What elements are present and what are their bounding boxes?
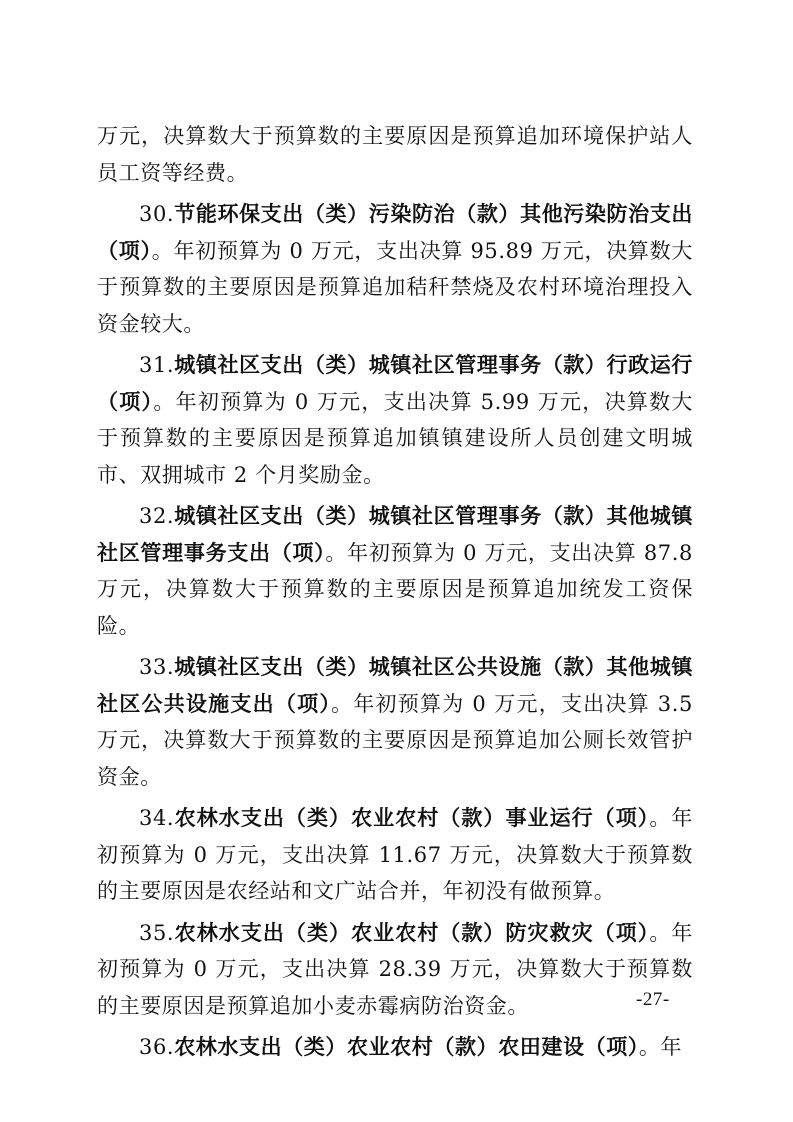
paragraph-body: 。年初预算为 0 万元，支出决算 11.67 万元，决算数大于预算数的主要原因是农经站和文广站合并，年初没有做预算。 [97,806,693,903]
item-number: 34. [139,806,175,830]
item-number: 36. [139,1035,175,1059]
paragraph-item-33 [97,649,693,795]
paragraph-body: 。年 [638,1035,683,1059]
paragraph-continuation [97,118,693,191]
paragraph-body: 万元，决算数大于预算数的主要原因是预算追加环境保护站人员工资等经费。 [97,124,693,185]
paragraph-body: 。年初预算为 0 万元，支出决算 5.99 万元，决算数大于预算数的主要原因是预算追加镇镇建设所人员创建文明城市、双拥城市 2 个月奖励金。 [97,389,693,487]
item-heading: 城镇社区支出（类）城镇社区管理事务（款）其他城镇社区管理事务支出（项） [97,504,693,565]
paragraph-body: 。年初预算为 0 万元，支出决算 95.89 万元，决算数大于预算数的主要原因是预算追加秸秆禁烧及农村环境治理投入资金较大。 [97,238,693,336]
paragraph-item-35 [97,915,693,1025]
page-number: -27- [636,989,670,1010]
item-heading: 农林水支出（类）农业农村（款）事业运行（项） [174,806,650,830]
item-heading: 农林水支出（类）农业农村（款）防灾救灾（项） [174,920,650,945]
item-heading: 城镇社区支出（类）城镇社区管理事务（款）行政运行（项） [97,353,693,414]
item-number: 30. [139,202,175,226]
paragraph-item-32 [97,498,693,644]
item-number: 32. [139,504,175,528]
item-number: 33. [139,655,175,679]
paragraph-body: 。年初预算为 0 万元，支出决算 87.8 万元，决算数大于预算数的主要原因是预算追加统发工资保险。 [97,540,693,638]
paragraph-item-34 [97,800,693,910]
paragraph-item-30 [97,196,693,342]
item-number: 31. [139,353,175,377]
paragraph-item-36 [97,1029,693,1066]
item-heading: 城镇社区支出（类）城镇社区公共设施（款）其他城镇社区公共设施支出（项） [97,655,693,716]
item-heading: 节能环保支出（类）污染防治（款）其他污染防治支出（项） [97,202,693,263]
item-number: 35. [139,920,175,945]
paragraph-body: 。年初预算为 0 万元，支出决算 3.5 万元，决算数大于预算数的主要原因是预算追加公厕长效管护资金。 [97,691,693,789]
item-heading: 农林水支出（类）农业农村（款）农田建设（项） [174,1035,639,1059]
paragraph-item-31 [97,347,693,493]
body-text [97,118,693,1071]
paragraph-body: 。年初预算为 0 万元，支出决算 28.39 万元，决算数大于预算数的主要原因是预算追加小麦赤霉病防治资金。 [97,920,693,1018]
